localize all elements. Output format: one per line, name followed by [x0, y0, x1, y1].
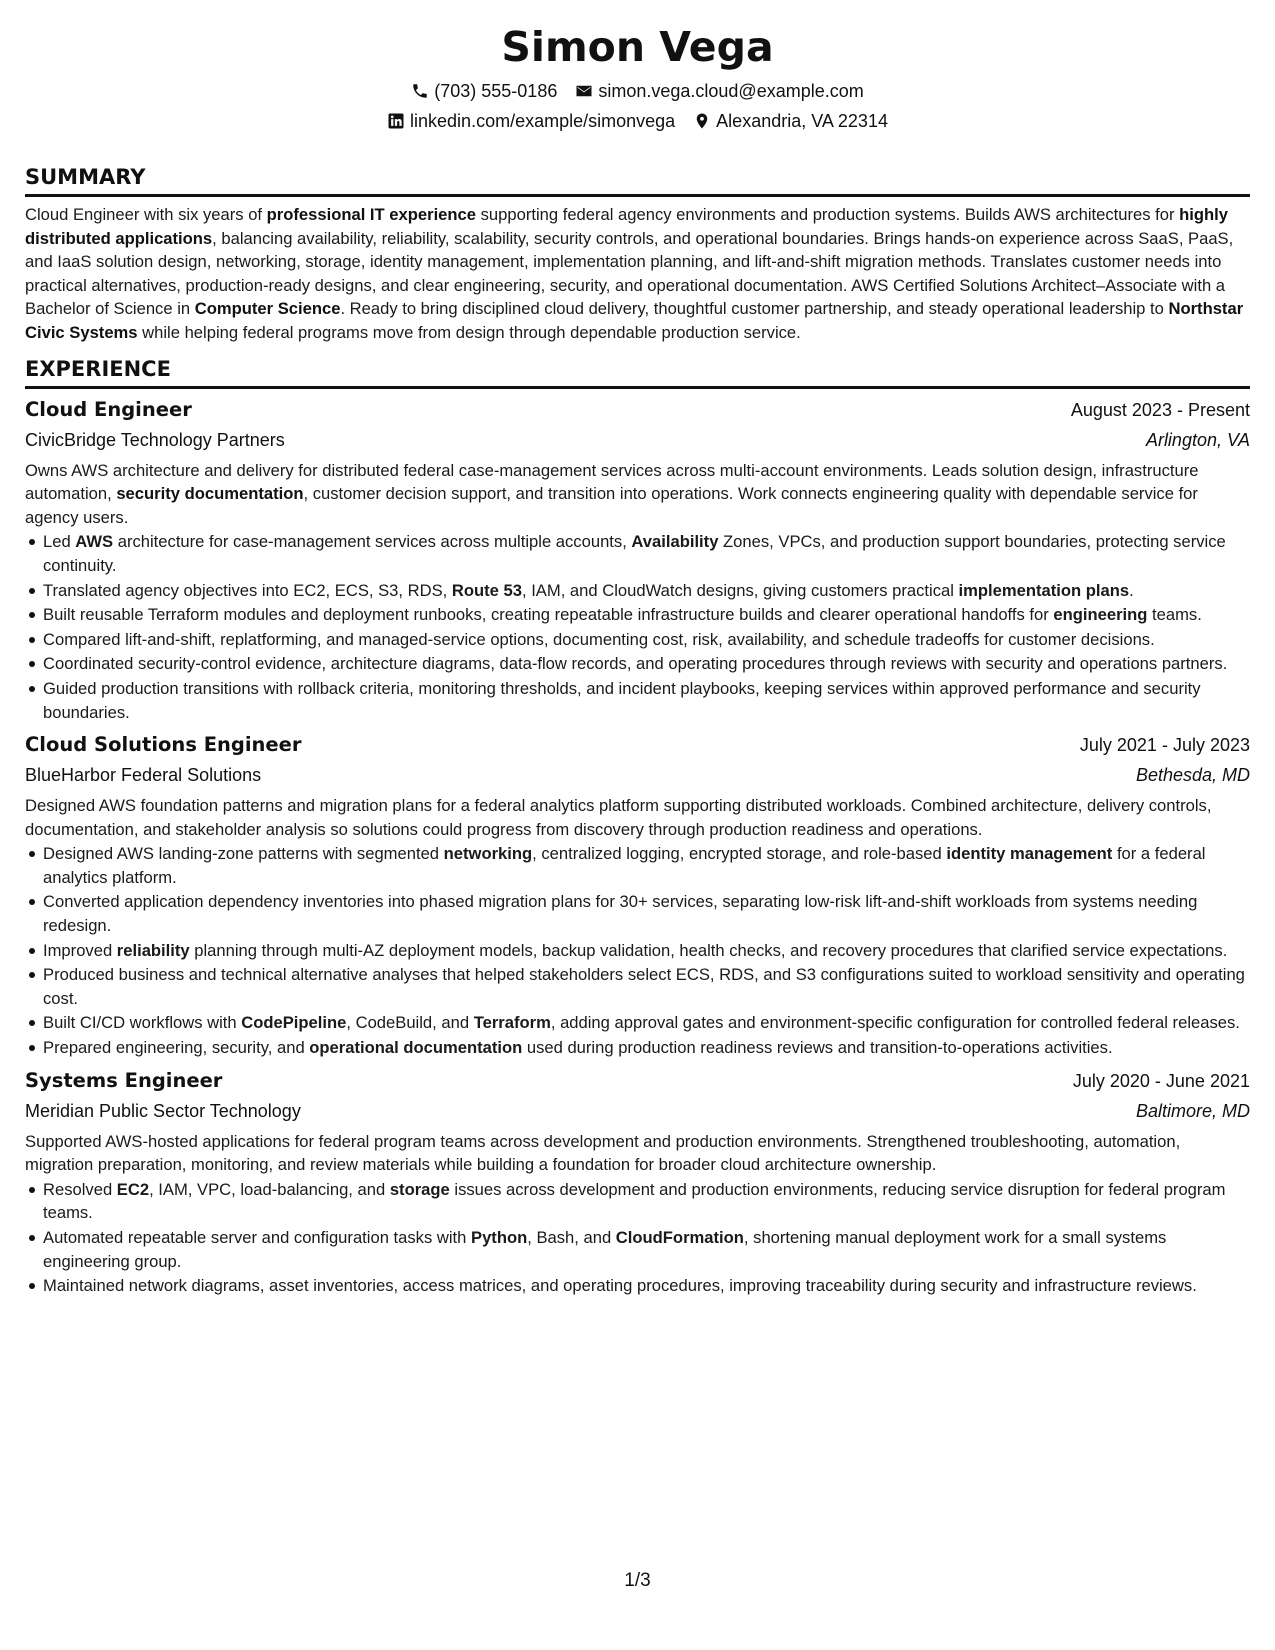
contact-location — [693, 106, 888, 136]
job-company-row — [25, 760, 1250, 790]
job-location: Arlington, VA — [1145, 429, 1250, 450]
email-text: simon.vega.cloud@example.com — [598, 81, 864, 101]
envelope-icon — [575, 82, 593, 100]
job-bullet: Maintained network diagrams, asset inventories, access matrices, and operating procedures, improving traceability during security and infrastructure reviews. — [43, 1274, 1250, 1298]
job-description: Designed AWS foundation patterns and migration plans for a federal analytics platform supporting distributed workloads. Combined architecture, delivery controls, documentation, and stakeholder analysis so solutions could progress from discovery through production readiness and operations. — [25, 796, 1212, 839]
job-title: Cloud Engineer — [25, 397, 192, 421]
job-bullet: Converted application dependency inventories into phased migration plans for 30+ services, separating low-risk lift-and-shift workloads from systems needing redesign. — [43, 890, 1250, 937]
job-bullet: Prepared engineering, security, and operational documentation used during production readiness reviews and transition-to-operations activities. — [43, 1036, 1250, 1060]
contact-email[interactable] — [575, 76, 863, 106]
job-entry — [25, 1066, 1250, 1298]
job-company: Meridian Public Sector Technology — [25, 1100, 301, 1121]
location-text: Alexandria, VA 22314 — [716, 111, 888, 131]
job-bullet: Designed AWS landing-zone patterns with segmented networking, centralized logging, encrypted storage, and role-based identity management for a federal analytics platform. — [43, 842, 1250, 889]
job-bullet-list — [25, 842, 1250, 1059]
contact-linkedin[interactable] — [387, 106, 675, 136]
job-bullet: Resolved EC2, IAM, VPC, load-balancing, and storage issues across development and production environments, reducing service disruption for federal program teams. — [43, 1178, 1250, 1225]
job-title-row — [25, 395, 1250, 425]
job-location: Baltimore, MD — [1135, 1100, 1250, 1121]
job-bullet: Translated agency objectives into EC2, ECS, S3, RDS, Route 53, IAM, and CloudWatch designs, giving customers practical implementation plans. — [43, 579, 1250, 603]
job-bullet: Led AWS architecture for case-management services across multiple accounts, Availability Zones, VPCs, and production support boundaries, protecting service continuity. — [43, 530, 1250, 577]
job-bullet-list — [25, 530, 1250, 724]
contact-phone[interactable] — [411, 76, 557, 106]
experience-heading: EXPERIENCE — [25, 354, 1250, 389]
linkedin-icon — [387, 112, 405, 130]
job-bullet: Automated repeatable server and configuration tasks with Python, Bash, and CloudFormation, shortening manual deployment work for a small systems engineering group. — [43, 1226, 1250, 1273]
job-bullet: Compared lift-and-shift, replatforming, and managed-service options, documenting cost, risk, availability, and schedule tradeoffs for customer decisions. — [43, 628, 1250, 652]
job-company-row — [25, 1096, 1250, 1126]
job-title: Systems Engineer — [25, 1068, 223, 1092]
job-location: Bethesda, MD — [1135, 765, 1250, 786]
job-bullet: Built CI/CD workflows with CodePipeline, CodeBuild, and Terraform, adding approval gates and environment-specific configuration for controlled federal releases. — [43, 1011, 1250, 1035]
job-entry — [25, 395, 1250, 725]
job-description: Supported AWS-hosted applications for federal program teams across development and production environments. Strengthened troubleshooting, automation, migration preparation, monitoring, and review materials while building a foundation for broader cloud architecture ownership. — [25, 1131, 1181, 1175]
job-company-row — [25, 425, 1250, 455]
job-bullet: Built reusable Terraform modules and deployment runbooks, creating repeatable infrastructure builds and clearer operational handoffs for engineering teams. — [43, 603, 1250, 627]
job-description: Owns AWS architecture and delivery for distributed federal case-management services across multi-account environments. Leads solution design, infrastructure automation, security documentation, customer decision support, and transition into operations. Work connects engineering quality with dependable service for agency users. — [25, 460, 1199, 527]
job-entry — [25, 730, 1250, 1060]
page-number: 1/3 — [624, 1570, 651, 1591]
job-bullet: Improved reliability planning through multi-AZ deployment models, backup validation, health checks, and recovery procedures that clarified service expectations. — [43, 939, 1250, 963]
linkedin-text: linkedin.com/example/simonvega — [410, 111, 676, 131]
job-bullet: Produced business and technical alternative analyses that helped stakeholders select ECS, RDS, and S3 configurations suited to workload sensitivity and operating cost. — [43, 963, 1250, 1010]
job-dates: August 2023 - Present — [1070, 399, 1250, 420]
job-title-row — [25, 1066, 1250, 1096]
job-dates: July 2020 - June 2021 — [1072, 1070, 1250, 1091]
phone-text: (703) 555-0186 — [434, 81, 558, 101]
candidate-name: Simon Vega — [501, 23, 774, 71]
summary-heading: SUMMARY — [25, 162, 1250, 197]
job-title: Cloud Solutions Engineer — [25, 733, 302, 757]
job-dates: July 2021 - July 2023 — [1079, 735, 1250, 756]
phone-icon — [411, 82, 429, 100]
job-title-row — [25, 730, 1250, 760]
job-company: BlueHarbor Federal Solutions — [25, 765, 262, 786]
job-company: CivicBridge Technology Partners — [25, 429, 285, 450]
job-bullet-list — [25, 1178, 1250, 1298]
experience-list — [25, 395, 1250, 1298]
summary-text: Cloud Engineer with six years of professional IT experience supporting federal agency environments and production systems. Builds AWS architectures for highly distributed applications, balancing availability, reliability, scalability, security controls, and operational boundaries. Brings hands-on experience across SaaS, PaaS, and IaaS solution design, networking, storage, identity management, implementation planning, and lift-and-shift migration methods. Translates customer needs into practical alternatives, production-ready designs, and clear engineering, security, and operational documentation. AWS Certified Solutions Architect–Associate with a Bachelor of Science in Computer Science. Ready to bring disciplined cloud delivery, thoughtful customer partnership, and steady operational leadership to Northstar Civic Systems while helping federal programs move from design through dependable production service. — [25, 205, 1244, 342]
contact-row-primary — [25, 76, 1250, 106]
job-bullet: Guided production transitions with rollback criteria, monitoring thresholds, and incident playbooks, keeping services within approved performance and security boundaries. — [43, 677, 1250, 724]
contact-row-secondary — [25, 106, 1250, 136]
job-bullet: Coordinated security-control evidence, architecture diagrams, data-flow records, and operating procedures through reviews with security and operations partners. — [43, 652, 1250, 676]
map-marker-icon — [693, 112, 711, 130]
